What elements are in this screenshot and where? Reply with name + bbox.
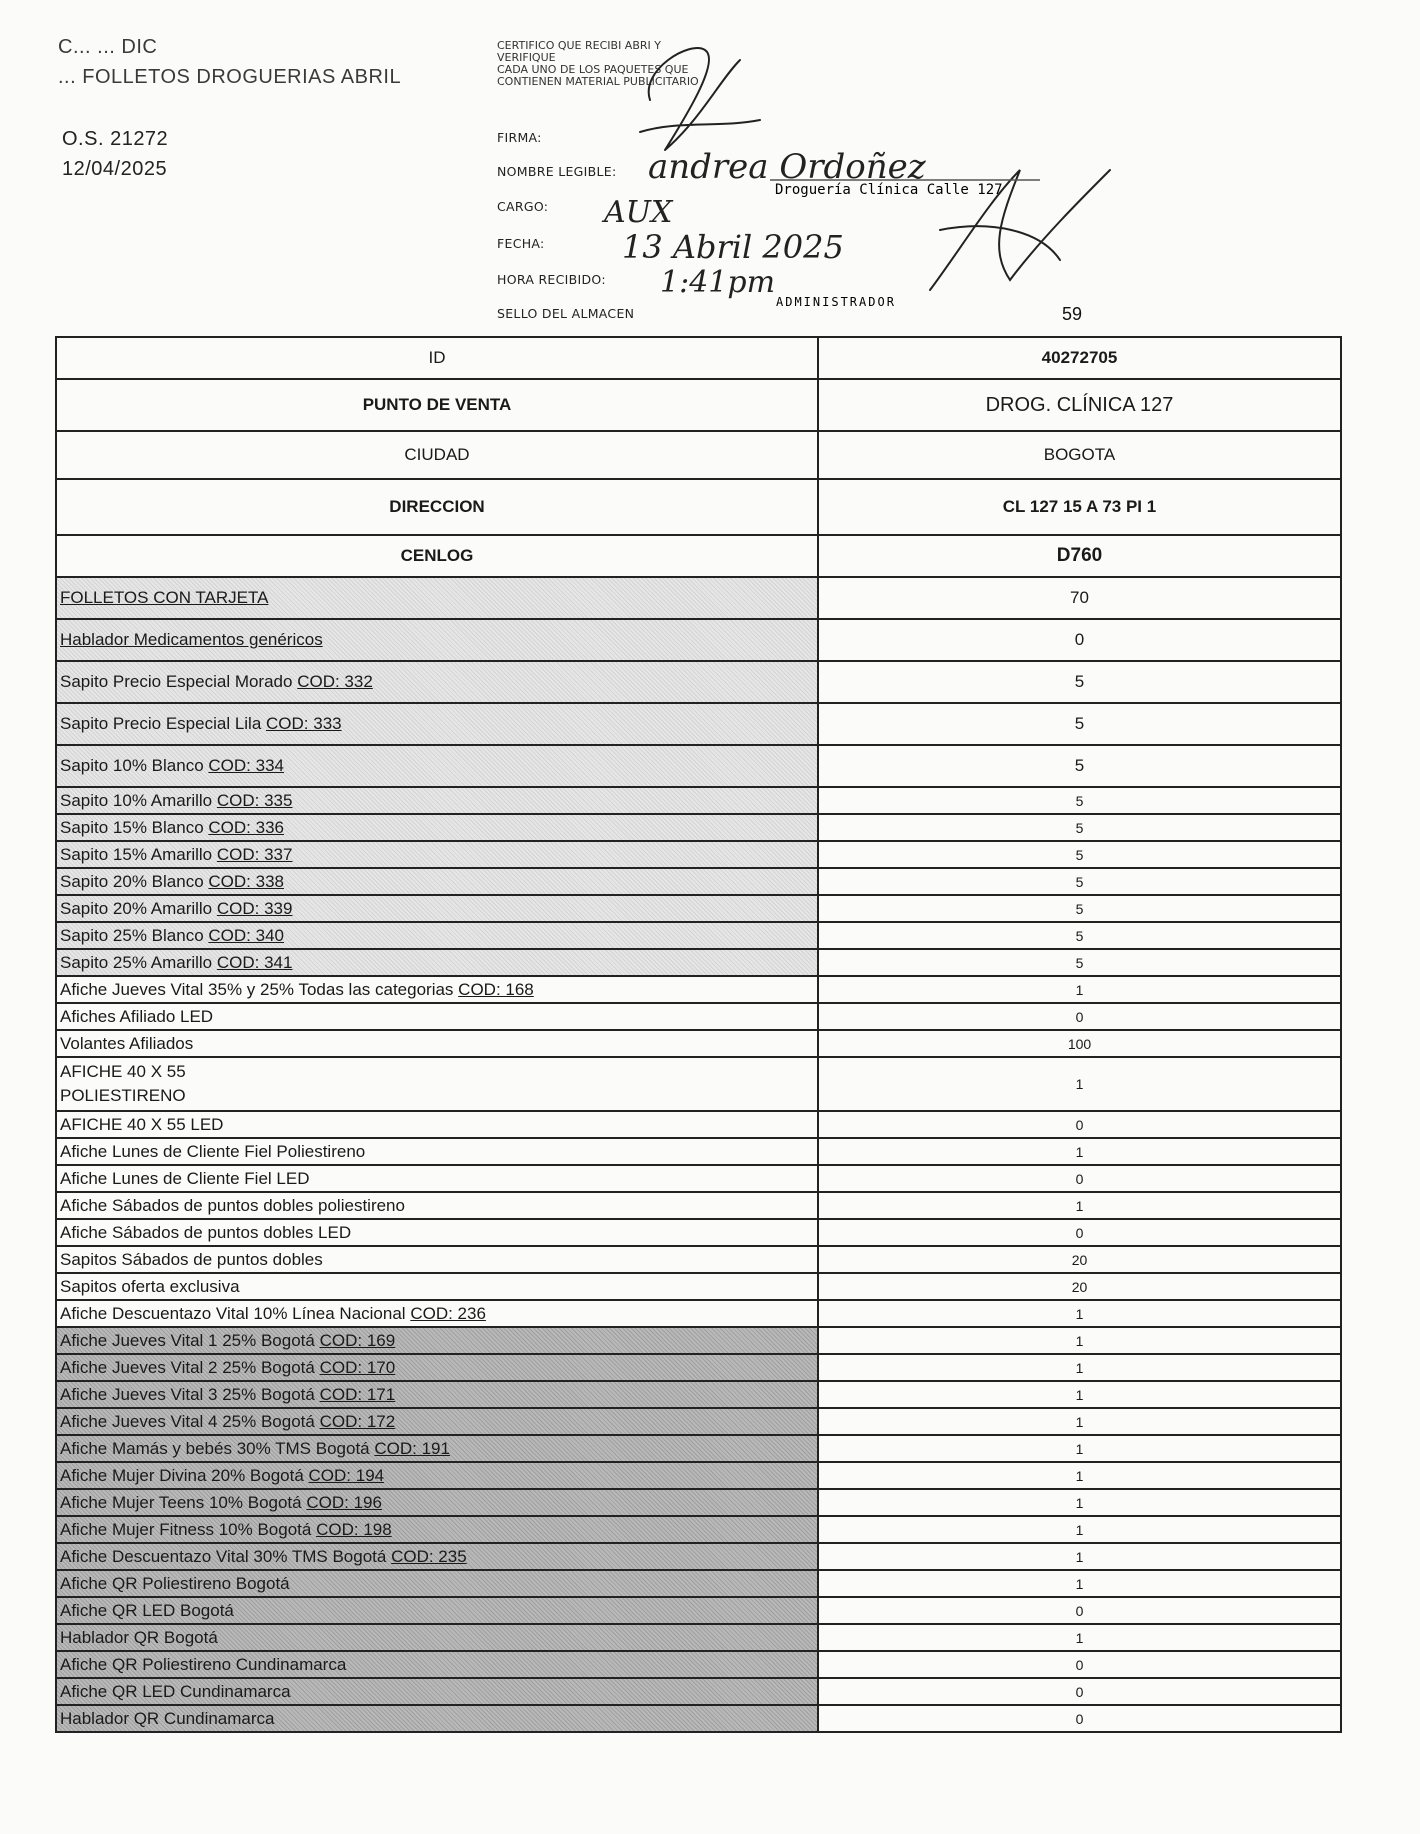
item-row bbox=[56, 1273, 1341, 1300]
item-name: Sapito 10% Blanco bbox=[60, 756, 204, 775]
item-name-cell bbox=[56, 703, 818, 745]
item-row bbox=[56, 1435, 1341, 1462]
info-row-point-of-sale bbox=[56, 379, 1341, 431]
item-name: Sapito 15% Blanco bbox=[60, 817, 204, 837]
item-name-cell bbox=[56, 1597, 818, 1624]
item-quantity: 1 bbox=[818, 1381, 1341, 1408]
item-name: Afiche Jueves Vital 4 25% Bogotá bbox=[60, 1411, 315, 1431]
item-code: COD: 337 bbox=[216, 844, 293, 864]
item-name-cell bbox=[56, 1705, 818, 1732]
store-info-section bbox=[56, 337, 1341, 577]
item-code: COD: 332 bbox=[297, 672, 373, 691]
item-name: Afiche Descuentazo Vital 10% Línea Nacional bbox=[60, 1303, 406, 1323]
item-quantity: 0 bbox=[818, 1165, 1341, 1192]
item-row bbox=[56, 1219, 1341, 1246]
item-name-cell bbox=[56, 868, 818, 895]
item-quantity: 5 bbox=[818, 949, 1341, 976]
item-name: Afiche Descuentazo Vital 30% TMS Bogotá bbox=[60, 1546, 387, 1566]
item-row bbox=[56, 1462, 1341, 1489]
item-row bbox=[56, 1003, 1341, 1030]
item-name-cell bbox=[56, 1192, 818, 1219]
item-row bbox=[56, 1570, 1341, 1597]
item-name-cell bbox=[56, 814, 818, 841]
company-line: C... ... DIC bbox=[58, 36, 158, 58]
item-row bbox=[56, 976, 1341, 1003]
handwritten-position: AUX bbox=[604, 195, 673, 230]
item-quantity: 5 bbox=[818, 787, 1341, 814]
handwritten-time: 1:41pm bbox=[660, 265, 776, 300]
item-name: Volantes Afiliados bbox=[60, 1033, 194, 1053]
item-quantity: 1 bbox=[818, 1192, 1341, 1219]
item-code: COD: 169 bbox=[319, 1330, 396, 1350]
item-name-cell bbox=[56, 1651, 818, 1678]
item-quantity: 1 bbox=[818, 1516, 1341, 1543]
item-name-cell bbox=[56, 787, 818, 814]
item-row bbox=[56, 1327, 1341, 1354]
item-quantity: 20 bbox=[818, 1273, 1341, 1300]
receipt-certification-line-1: CERTIFICO QUE RECIBI ABRI Y bbox=[497, 39, 661, 52]
items-section bbox=[56, 577, 1341, 1732]
item-row bbox=[56, 814, 1341, 841]
item-row bbox=[56, 1651, 1341, 1678]
order-number: O.S. 21272 bbox=[62, 128, 169, 150]
item-quantity: 70 bbox=[818, 577, 1341, 619]
item-name: Hablador QR Cundinamarca bbox=[60, 1708, 275, 1728]
item-quantity: 100 bbox=[818, 1030, 1341, 1057]
item-row bbox=[56, 1030, 1341, 1057]
item-name-cell bbox=[56, 1678, 818, 1705]
item-row bbox=[56, 1138, 1341, 1165]
item-name-cell bbox=[56, 1381, 818, 1408]
item-code: COD: 191 bbox=[374, 1438, 450, 1458]
item-quantity: 1 bbox=[818, 1327, 1341, 1354]
item-name: Afiche Sábados de puntos dobles LED bbox=[60, 1222, 352, 1242]
name-label: NOMBRE LEGIBLE: bbox=[497, 164, 617, 179]
item-row bbox=[56, 841, 1341, 868]
item-name: Sapito 20% Amarillo bbox=[60, 898, 213, 918]
info-label: CIUDAD bbox=[56, 431, 818, 479]
item-name: Afiche QR Poliestireno Cundinamarca bbox=[60, 1654, 347, 1674]
item-name-cell bbox=[56, 1354, 818, 1381]
item-name-cell bbox=[56, 661, 818, 703]
delivery-table bbox=[55, 336, 1342, 1733]
item-name-cell bbox=[56, 1624, 818, 1651]
item-name-cell bbox=[56, 1138, 818, 1165]
item-row bbox=[56, 1678, 1341, 1705]
item-quantity: 0 bbox=[818, 1111, 1341, 1138]
item-quantity: 1 bbox=[818, 1543, 1341, 1570]
item-row bbox=[56, 703, 1341, 745]
item-name-cell bbox=[56, 745, 818, 787]
item-row bbox=[56, 1057, 1341, 1111]
item-quantity: 1 bbox=[818, 976, 1341, 1003]
info-label: PUNTO DE VENTA bbox=[56, 379, 818, 431]
item-code: COD: 235 bbox=[391, 1546, 467, 1566]
item-name: FOLLETOS CON TARJETA bbox=[60, 588, 269, 607]
item-code: COD: 340 bbox=[208, 925, 284, 945]
item-name-cell bbox=[56, 895, 818, 922]
item-row bbox=[56, 745, 1341, 787]
item-name: AFICHE 40 X 55 LED bbox=[60, 1114, 224, 1134]
item-code: COD: 196 bbox=[306, 1492, 382, 1512]
info-label: ID bbox=[56, 337, 818, 379]
info-value: 40272705 bbox=[818, 337, 1341, 379]
store-seal-label: SELLO DEL ALMACEN bbox=[497, 306, 635, 321]
item-name: Afiche QR LED Bogotá bbox=[60, 1600, 234, 1620]
item-quantity: 1 bbox=[818, 1462, 1341, 1489]
item-quantity: 1 bbox=[818, 1354, 1341, 1381]
item-name-cell bbox=[56, 1462, 818, 1489]
signature-label: FIRMA: bbox=[497, 130, 542, 145]
item-quantity: 0 bbox=[818, 1651, 1341, 1678]
item-quantity: 1 bbox=[818, 1435, 1341, 1462]
item-row bbox=[56, 1624, 1341, 1651]
item-name: Sapito Precio Especial Morado bbox=[60, 672, 293, 691]
date-label: FECHA: bbox=[497, 236, 545, 251]
item-name: Afiche Jueves Vital 35% y 25% Todas las categorias bbox=[60, 979, 454, 999]
item-name: Sapito 15% Amarillo bbox=[60, 844, 213, 864]
item-name: Afiche QR Poliestireno Bogotá bbox=[60, 1573, 290, 1593]
item-quantity: 5 bbox=[818, 841, 1341, 868]
receipt-certification-line-4: CONTIENEN MATERIAL PUBLICITARIO bbox=[497, 75, 699, 88]
item-name: Hablador QR Bogotá bbox=[60, 1627, 218, 1647]
item-quantity: 1 bbox=[818, 1489, 1341, 1516]
item-quantity: 5 bbox=[818, 745, 1341, 787]
item-name-cell bbox=[56, 1273, 818, 1300]
item-row bbox=[56, 1489, 1341, 1516]
item-name: Afiche Jueves Vital 3 25% Bogotá bbox=[60, 1384, 315, 1404]
item-code: COD: 236 bbox=[410, 1303, 486, 1323]
item-row bbox=[56, 1165, 1341, 1192]
item-code: COD: 339 bbox=[216, 898, 293, 918]
item-quantity: 0 bbox=[818, 1003, 1341, 1030]
item-row bbox=[56, 1111, 1341, 1138]
item-name: Afiche QR LED Cundinamarca bbox=[60, 1681, 291, 1701]
item-name-cell bbox=[56, 976, 818, 1003]
item-name: Afiche Lunes de Cliente Fiel Poliestireno bbox=[60, 1141, 366, 1161]
item-name-cell bbox=[56, 1219, 818, 1246]
item-name: Afiches Afiliado LED bbox=[60, 1006, 214, 1026]
item-row bbox=[56, 895, 1341, 922]
item-name: Afiche Jueves Vital 1 25% Bogotá bbox=[60, 1330, 315, 1350]
item-quantity: 5 bbox=[818, 922, 1341, 949]
receipt-certification-line-2: VERIFIQUE bbox=[497, 51, 556, 64]
handwritten-date: 13 Abril 2025 bbox=[622, 228, 844, 266]
item-quantity: 5 bbox=[818, 661, 1341, 703]
item-row bbox=[56, 1597, 1341, 1624]
document-date: 12/04/2025 bbox=[62, 158, 168, 180]
item-code: COD: 168 bbox=[458, 979, 534, 999]
item-code: COD: 170 bbox=[319, 1357, 396, 1377]
item-quantity: 1 bbox=[818, 1624, 1341, 1651]
item-quantity: 0 bbox=[818, 1678, 1341, 1705]
item-row bbox=[56, 1354, 1341, 1381]
item-code: COD: 172 bbox=[319, 1411, 396, 1431]
item-code: COD: 171 bbox=[319, 1384, 396, 1404]
item-code: COD: 341 bbox=[216, 952, 293, 972]
info-value: DROG. CLÍNICA 127 bbox=[818, 379, 1341, 431]
item-name-cell bbox=[56, 619, 818, 661]
item-quantity: 1 bbox=[818, 1138, 1341, 1165]
item-name-cell bbox=[56, 1516, 818, 1543]
info-row-address bbox=[56, 479, 1341, 535]
item-name-cell bbox=[56, 1003, 818, 1030]
item-name-cell bbox=[56, 1057, 818, 1111]
stamp-store-name: Droguería Clínica Calle 127 bbox=[775, 182, 1003, 198]
item-code: COD: 198 bbox=[316, 1519, 392, 1539]
info-row-city bbox=[56, 431, 1341, 479]
item-name-cell bbox=[56, 1111, 818, 1138]
item-name: Afiche Mujer Divina 20% Bogotá bbox=[60, 1465, 304, 1485]
item-name: Sapitos Sábados de puntos dobles bbox=[60, 1249, 323, 1269]
info-label: CENLOG bbox=[56, 535, 818, 577]
time-received-label: HORA RECIBIDO: bbox=[497, 272, 606, 287]
item-quantity: 5 bbox=[818, 703, 1341, 745]
item-name: Sapito 20% Blanco bbox=[60, 871, 204, 891]
position-label: CARGO: bbox=[497, 199, 549, 214]
item-code: COD: 338 bbox=[208, 871, 284, 891]
item-name-cell bbox=[56, 1435, 818, 1462]
item-quantity: 0 bbox=[818, 619, 1341, 661]
item-quantity: 5 bbox=[818, 868, 1341, 895]
item-name: Sapito 25% Blanco bbox=[60, 925, 204, 945]
item-name: Sapito Precio Especial Lila bbox=[60, 714, 262, 733]
item-row bbox=[56, 1192, 1341, 1219]
item-row bbox=[56, 1381, 1341, 1408]
item-name: Sapitos oferta exclusiva bbox=[60, 1276, 240, 1296]
item-quantity: 20 bbox=[818, 1246, 1341, 1273]
info-row-id bbox=[56, 337, 1341, 379]
item-row bbox=[56, 949, 1341, 976]
item-quantity: 1 bbox=[818, 1057, 1341, 1111]
item-name: Afiche Sábados de puntos dobles poliestireno bbox=[60, 1195, 405, 1215]
item-name-cell bbox=[56, 577, 818, 619]
item-name: Afiche Mujer Fitness 10% Bogotá bbox=[60, 1519, 312, 1539]
document-title: ... FOLLETOS DROGUERIAS ABRIL bbox=[58, 66, 402, 88]
item-name-cell bbox=[56, 1489, 818, 1516]
item-quantity: 1 bbox=[818, 1408, 1341, 1435]
item-code: COD: 335 bbox=[216, 790, 293, 810]
item-code: COD: 334 bbox=[208, 756, 284, 775]
item-name-cell bbox=[56, 1327, 818, 1354]
item-name: Afiche Jueves Vital 2 25% Bogotá bbox=[60, 1357, 315, 1377]
item-name: Sapito 25% Amarillo bbox=[60, 952, 213, 972]
info-value: CL 127 15 A 73 PI 1 bbox=[818, 479, 1341, 535]
item-quantity: 5 bbox=[818, 895, 1341, 922]
item-name: Sapito 10% Amarillo bbox=[60, 790, 213, 810]
info-value: D760 bbox=[818, 535, 1341, 577]
item-name: Afiche Lunes de Cliente Fiel LED bbox=[60, 1168, 310, 1188]
item-name-cell bbox=[56, 1246, 818, 1273]
item-name-cell bbox=[56, 1570, 818, 1597]
handwritten-name: andrea Ordoñez bbox=[648, 147, 926, 187]
item-row bbox=[56, 577, 1341, 619]
item-quantity: 1 bbox=[818, 1300, 1341, 1327]
item-row bbox=[56, 787, 1341, 814]
item-quantity: 5 bbox=[818, 814, 1341, 841]
info-row-cenlog bbox=[56, 535, 1341, 577]
item-row bbox=[56, 1516, 1341, 1543]
info-label: DIRECCION bbox=[56, 479, 818, 535]
item-quantity: 1 bbox=[818, 1570, 1341, 1597]
item-name-cell bbox=[56, 949, 818, 976]
stamp-title: ADMINISTRADOR bbox=[776, 295, 896, 309]
item-code: COD: 333 bbox=[266, 714, 342, 733]
item-quantity: 0 bbox=[818, 1705, 1341, 1732]
item-name: AFICHE 40 X 55 bbox=[60, 1062, 186, 1081]
item-row bbox=[56, 1543, 1341, 1570]
item-name-cell bbox=[56, 1408, 818, 1435]
item-row bbox=[56, 619, 1341, 661]
item-row bbox=[56, 922, 1341, 949]
item-name: Afiche Mujer Teens 10% Bogotá bbox=[60, 1492, 302, 1512]
page-number: 59 bbox=[1062, 304, 1083, 324]
item-name-cell bbox=[56, 1300, 818, 1327]
item-name-cell bbox=[56, 922, 818, 949]
item-row bbox=[56, 1705, 1341, 1732]
handwriting-overlay bbox=[0, 0, 1420, 340]
item-row bbox=[56, 1408, 1341, 1435]
item-name: Hablador Medicamentos genéricos bbox=[60, 630, 323, 649]
item-name-cell bbox=[56, 1030, 818, 1057]
item-name-cell bbox=[56, 1543, 818, 1570]
item-row bbox=[56, 868, 1341, 895]
item-quantity: 0 bbox=[818, 1219, 1341, 1246]
item-code: COD: 194 bbox=[308, 1465, 385, 1485]
item-name: Afiche Mamás y bebés 30% TMS Bogotá bbox=[60, 1438, 370, 1458]
info-value: BOGOTA bbox=[818, 431, 1341, 479]
item-code: COD: 336 bbox=[208, 817, 284, 837]
item-name-line-2: POLIESTIRENO bbox=[60, 1086, 186, 1105]
item-quantity: 0 bbox=[818, 1597, 1341, 1624]
item-row bbox=[56, 1246, 1341, 1273]
receipt-certification-line-3: CADA UNO DE LOS PAQUETES QUE bbox=[497, 63, 689, 76]
item-name-cell bbox=[56, 841, 818, 868]
item-name-cell bbox=[56, 1165, 818, 1192]
item-row bbox=[56, 1300, 1341, 1327]
item-row bbox=[56, 661, 1341, 703]
